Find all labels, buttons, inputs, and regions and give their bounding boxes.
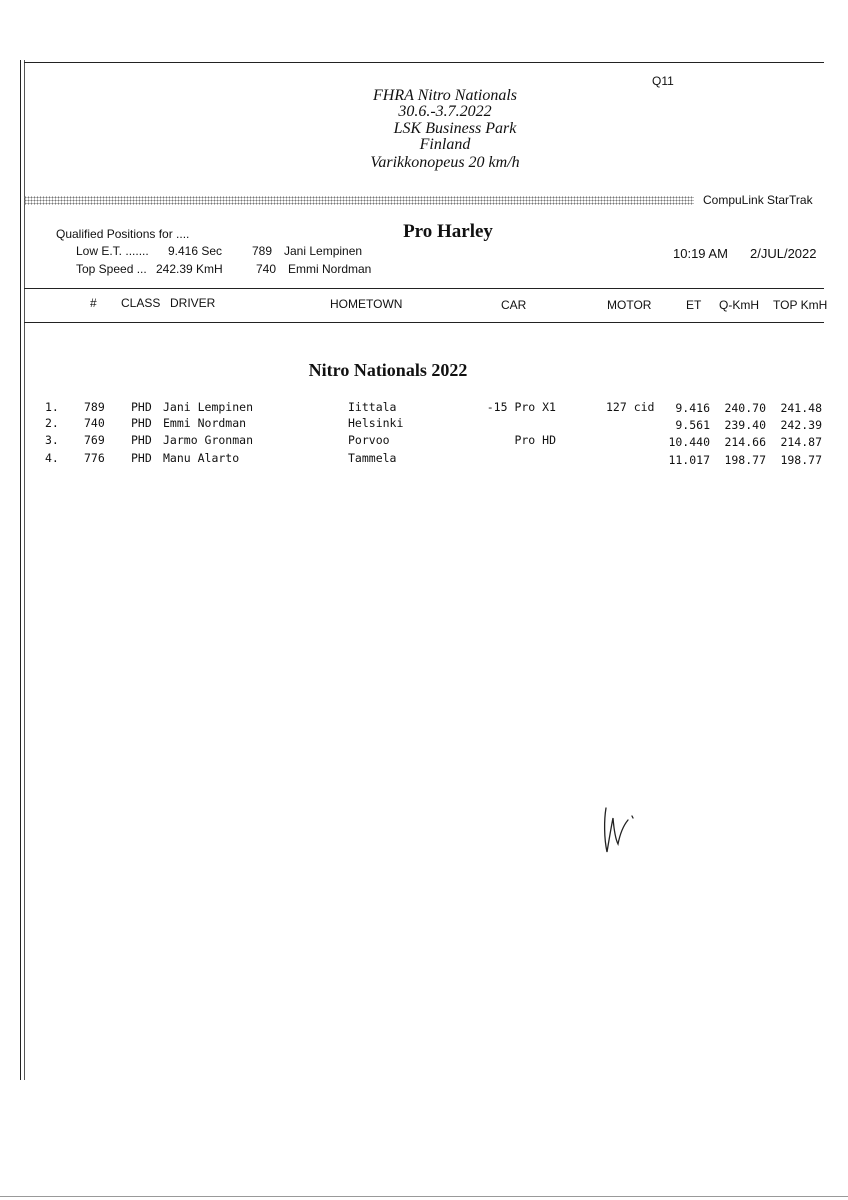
row-top: 198.77 (780, 453, 822, 467)
row-et: 9.561 (675, 418, 710, 432)
col-driver: DRIVER (170, 296, 216, 310)
row-top: 241.48 (780, 401, 822, 415)
col-motor: MOTOR (607, 298, 652, 312)
page-code: Q11 (652, 74, 674, 88)
header-rule-top (24, 288, 824, 289)
row-qkmh: 214.66 (724, 435, 766, 449)
row-qkmh: 198.77 (724, 453, 766, 467)
row-hometown: Iittala (348, 400, 397, 414)
col-top: TOP KmH (773, 298, 828, 312)
row-et: 9.416 (675, 401, 710, 415)
top-speed-driver: Emmi Nordman (288, 262, 372, 276)
row-pos: 4. (45, 451, 59, 465)
row-class: PHD (131, 433, 152, 447)
col-num: # (90, 296, 97, 310)
dotted-band (24, 196, 694, 205)
row-num: 776 (84, 451, 105, 465)
row-class: PHD (131, 416, 152, 430)
low-et-value: 9.416 Sec (168, 244, 223, 258)
left-border-inner (24, 60, 25, 1080)
event-pit-speed: Varikkonopeus 20 km/h (370, 154, 520, 171)
col-hometown: HOMETOWN (330, 297, 403, 311)
event-country: Finland (419, 136, 471, 153)
event-venue: LSK Business Park (393, 120, 517, 137)
row-driver: Jani Lempinen (163, 400, 254, 414)
row-driver: Emmi Nordman (163, 416, 247, 430)
row-hometown: Helsinki (348, 416, 404, 430)
header-rule-bottom (24, 322, 824, 323)
low-et-driver: Jani Lempinen (284, 244, 363, 258)
row-qkmh: 239.40 (724, 418, 766, 432)
row-pos: 1. (45, 400, 59, 414)
row-num: 740 (84, 416, 105, 430)
top-speed-label: Top Speed ... (76, 262, 147, 276)
row-et: 10.440 (668, 435, 710, 449)
low-et-label: Low E.T. ....... (76, 244, 149, 258)
row-driver: Jarmo Gronman (163, 433, 254, 447)
col-et: ET (686, 298, 702, 312)
row-class: PHD (131, 400, 152, 414)
event-name: FHRA Nitro Nationals (372, 87, 517, 104)
row-qkmh: 240.70 (724, 401, 766, 415)
handwritten-signature (596, 800, 646, 860)
class-title: Pro Harley (403, 221, 493, 242)
top-speed-value: 242.39 KmH (156, 262, 223, 276)
row-pos: 2. (45, 416, 59, 430)
left-border (20, 60, 21, 1080)
page-bottom-rule (0, 1196, 848, 1197)
report-date: 2/JUL/2022 (750, 246, 817, 261)
top-speed-number: 740 (256, 262, 277, 276)
col-qkmh: Q-KmH (719, 298, 759, 312)
row-hometown: Porvoo (348, 433, 390, 447)
row-num: 789 (84, 400, 105, 414)
row-pos: 3. (45, 433, 59, 447)
row-top: 214.87 (780, 435, 822, 449)
event-dates: 30.6.-3.7.2022 (398, 103, 492, 120)
top-border (24, 62, 824, 63)
row-motor: 127 cid (606, 400, 655, 414)
row-et: 11.017 (668, 453, 710, 467)
software-label: CompuLink StarTrak (703, 193, 813, 207)
low-et-number: 789 (252, 244, 273, 258)
row-hometown: Tammela (348, 451, 397, 465)
row-car: -15 Pro X1 (486, 400, 556, 414)
row-driver: Manu Alarto (163, 451, 240, 465)
row-class: PHD (131, 451, 152, 465)
section-title: Nitro Nationals 2022 (308, 360, 468, 380)
qualified-label: Qualified Positions for .... (56, 227, 190, 241)
col-class: CLASS (121, 296, 161, 310)
row-top: 242.39 (780, 418, 822, 432)
row-num: 769 (84, 433, 105, 447)
row-car: Pro HD (514, 433, 556, 447)
col-car: CAR (501, 298, 527, 312)
report-time: 10:19 AM (673, 246, 728, 261)
